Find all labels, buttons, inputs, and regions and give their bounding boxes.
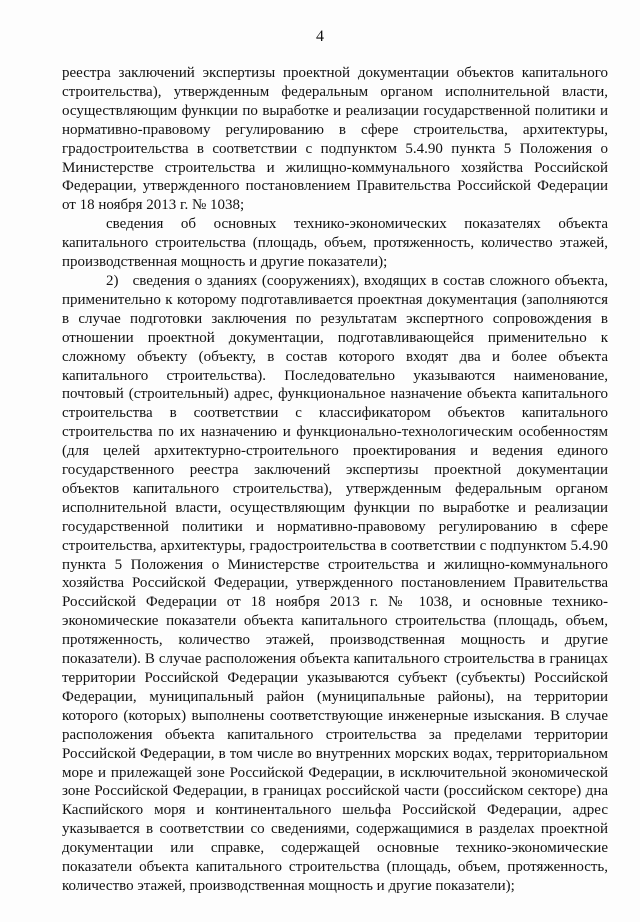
paragraph-registry-continuation: реестра заключений экспертизы проектной документации объектов капитального строительства), утвержденным федеральным органом исполнительной власти, осуществляющим функции по выработке и реализации государственной политики и нормативно-правовому регулированию в сфере строительства, архитектуры, градостроительства в соответствии с подпунктом 5.4.90 пункта 5 Положения о Министерстве строительства и жилищно-коммунального хозяйства Российской Федерации, утвержденного постановлением Правительства Российской Федерации от 18 ноября 2013 г. № 1038;: [62, 65, 608, 214]
page-number: 4: [316, 28, 324, 45]
document-body: [62, 64, 608, 896]
paragraph-item-2-buildings: 2) сведения о зданиях (сооружениях), входящих в состав сложного объекта, применительно к которому подготавливается проектная документация (заполняются в случае подготовки заключения по результатам экспертного сопровождения в отношении проектной документации, подготавливающейся применительно к сложному объекту (объекту, в состав которого входят два и более объекта капитального строительства). Последовательно указываются наименование, почтовый (строительный) адрес, функциональное назначение объекта капитального строительства в соответствии с классификатором объектов капитального строительства по их назначению и функционально-технологическим особенностям (для целей архитектурно-строительного проектирования и ведения единого государственного реестра заключений экспертизы проектной документации объектов капитального строительства), утвержденным федеральным органом исполнительной власти, осуществляющим функции по выработке и реализации государственной политики и нормативно-правовому регулированию в сфере строительства, архитектуры, градостроительства в соответствии с подпунктом 5.4.90 пункта 5 Положения о Министерстве строительства и жилищно-коммунального хозяйства Российской Федерации, утвержденного постановлением Правительства Российской Федерации от 18 ноября 2013 г. № 1038, и основные технико-экономические показатели объекта капитального строительства (площадь, объем, протяженность, количество этажей, производственная мощность и другие показатели). В случае расположения объекта капитального строительства в границах территории Российской Федерации указываются субъект (субъекты) Российской Федерации, муниципальный район (муниципальные районы), на территории которого (которых) выполнены соответствующие инженерные изыскания. В случае расположения объекта капитального строительства за пределами территории Российской Федерации, в том числе во внутренних морских водах, территориальном море и прилежащей зоне Российской Федерации, в исключительной экономической зоне Российской Федерации, в границах российской части (российском секторе) дна Каспийского моря и континентального шельфа Российской Федерации, адрес указывается в соответствии со сведениями, содержащимися в разделах проектной документации или справке, содержащей основные технико-экономические показатели объекта капитального строительства (площадь, объем, протяженность, количество этажей, производственная мощность и другие показатели);: [62, 272, 608, 894]
paragraph-technical-indicators: сведения об основных технико-экономических показателях объекта капитального строительства (площадь, объем, протяженность, количество этажей, производственная мощность и другие показатели);: [62, 216, 608, 271]
